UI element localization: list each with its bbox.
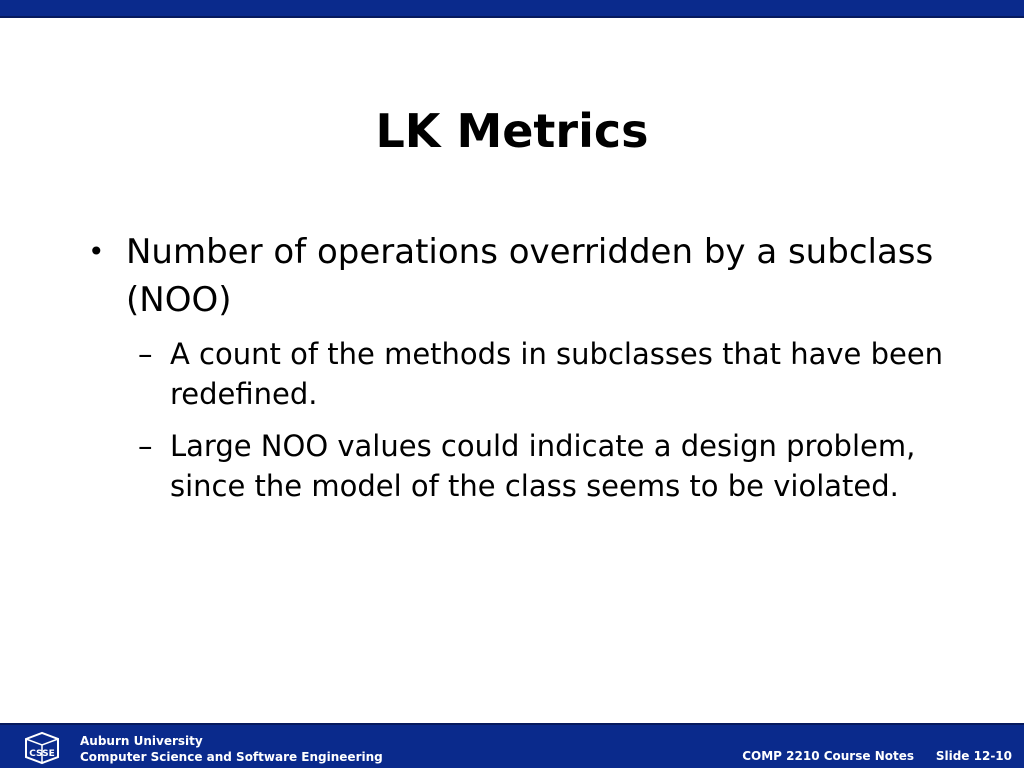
bullet-text: Number of operations overridden by a subclass (NOO) (126, 232, 934, 320)
sub-bullet-list (138, 334, 948, 506)
sub-bullet-marker: – (138, 337, 153, 371)
footer-bar (0, 723, 1024, 768)
top-banner (0, 0, 1024, 18)
footer-department: Computer Science and Software Engineering (80, 750, 383, 764)
slide-content (88, 228, 948, 518)
footer-university: Auburn University (80, 734, 203, 748)
logo-text: CSSE (29, 749, 55, 759)
sub-bullet-item (138, 426, 948, 506)
footer-slide-number: Slide 12-10 (935, 749, 1012, 763)
sub-bullet-text: Large NOO values could indicate a design problem, since the model of the class seems to be violated. (170, 429, 916, 503)
sub-bullet-text: A count of the methods in subclasses that have been redefined. (170, 337, 944, 411)
bullet-item (88, 228, 948, 324)
footer-course: COMP 2210 Course Notes (742, 749, 914, 763)
csse-logo-icon (22, 731, 62, 765)
slide-title: LK Metrics (375, 104, 649, 158)
bullet-marker: • (88, 235, 105, 268)
sub-bullet-marker: – (138, 429, 153, 463)
sub-bullet-item (138, 334, 948, 414)
footer-organization (80, 733, 383, 765)
